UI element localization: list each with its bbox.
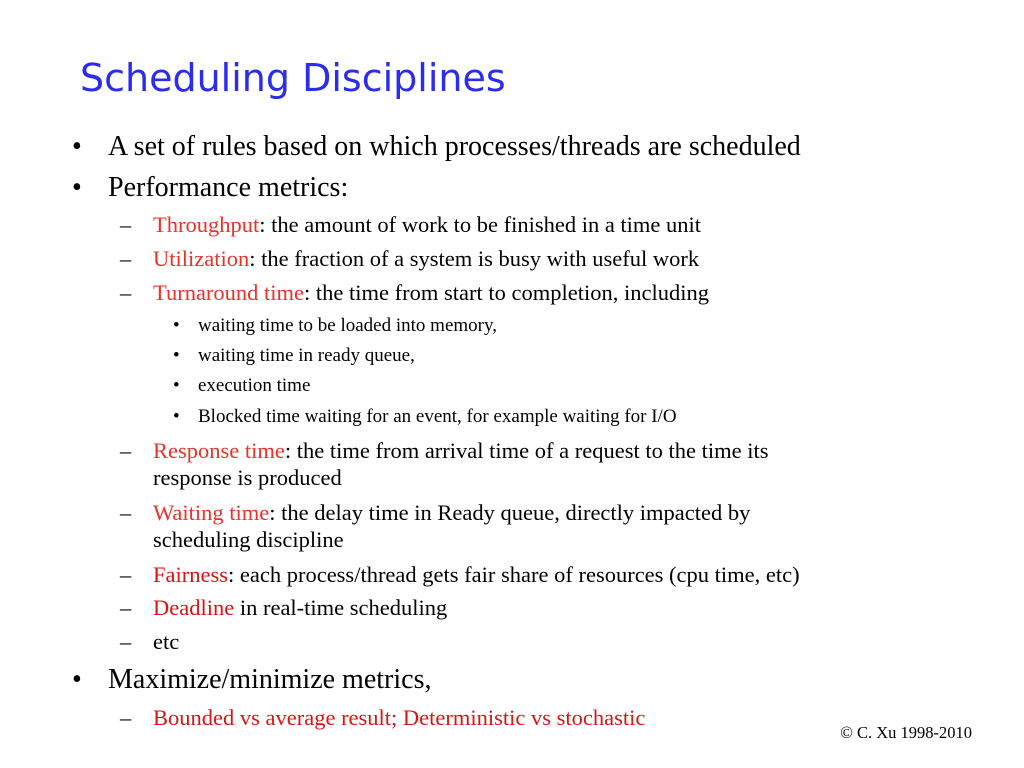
dash-marker: – bbox=[120, 595, 132, 620]
metric-term: Deadline bbox=[153, 595, 235, 620]
turnaround-part-loading bbox=[173, 314, 498, 337]
metric-throughput bbox=[120, 211, 702, 238]
metric-term: Fairness bbox=[153, 562, 228, 587]
bullet-text: execution time bbox=[198, 375, 311, 396]
bullet-marker: • bbox=[72, 131, 82, 162]
bullet-marker: • bbox=[72, 172, 82, 203]
dash-marker: – bbox=[120, 280, 132, 305]
metric-term: Turnaround time bbox=[153, 280, 305, 305]
dash-marker: – bbox=[120, 705, 132, 730]
dash-marker: – bbox=[120, 246, 132, 271]
bullet-performance-metrics bbox=[72, 172, 349, 204]
metric-bounded-vs-average bbox=[120, 704, 646, 731]
metric-waiting-time bbox=[120, 499, 751, 553]
dash-marker: – bbox=[120, 500, 132, 525]
metric-term: Bounded vs average result; Deterministic vs stochastic bbox=[153, 705, 646, 730]
dash-marker: – bbox=[120, 438, 132, 463]
metric-description: : the time from arrival time of a request to the time its bbox=[284, 438, 769, 463]
bullet-marker: • bbox=[173, 345, 180, 366]
bullet-marker: • bbox=[173, 406, 180, 427]
metric-utilization bbox=[120, 245, 700, 272]
bullet-text: Blocked time waiting for an event, for example waiting for I/O bbox=[198, 406, 677, 427]
bullet-rules bbox=[72, 131, 801, 163]
metric-turnaround-time bbox=[120, 279, 709, 306]
bullet-marker: • bbox=[173, 375, 180, 396]
bullet-marker: • bbox=[72, 664, 82, 695]
bullet-text: A set of rules based on which processes/threads are scheduled bbox=[108, 131, 801, 162]
metric-description-continued: response is produced bbox=[153, 465, 342, 490]
metric-term: Waiting time bbox=[153, 500, 270, 525]
bullet-text: Performance metrics: bbox=[108, 172, 349, 203]
bullet-text: waiting time to be loaded into memory, bbox=[198, 315, 498, 336]
bullet-text: waiting time in ready queue, bbox=[198, 345, 415, 366]
metric-description: : the delay time in Ready queue, directly impacted by bbox=[269, 500, 751, 525]
dash-marker: – bbox=[120, 212, 132, 237]
metric-response-time bbox=[120, 437, 769, 491]
metric-term: Utilization bbox=[153, 246, 250, 271]
bullet-marker: • bbox=[173, 315, 180, 336]
turnaround-part-ready-queue bbox=[173, 344, 415, 367]
metric-deadline bbox=[120, 594, 448, 621]
metric-description-continued: scheduling discipline bbox=[153, 527, 344, 552]
metric-term: Throughput bbox=[153, 212, 260, 237]
metric-description: in real-time scheduling bbox=[234, 595, 448, 620]
bullet-text: Maximize/minimize metrics, bbox=[108, 664, 432, 695]
turnaround-part-blocked bbox=[173, 405, 677, 428]
bullet-text: etc bbox=[153, 629, 180, 654]
dash-marker: – bbox=[120, 629, 132, 654]
metric-etc bbox=[120, 628, 180, 655]
metric-description: : the amount of work to be finished in a time unit bbox=[259, 212, 702, 237]
metric-description: : the fraction of a system is busy with useful work bbox=[249, 246, 700, 271]
metric-description: : the time from start to completion, including bbox=[304, 280, 709, 305]
bullet-maximize-minimize bbox=[72, 664, 432, 696]
metric-term: Response time bbox=[153, 438, 285, 463]
metric-fairness bbox=[120, 561, 800, 588]
slide-title: Scheduling Disciplines bbox=[80, 56, 506, 100]
metric-description: : each process/thread gets fair share of resources (cpu time, etc) bbox=[228, 562, 800, 587]
dash-marker: – bbox=[120, 562, 132, 587]
turnaround-part-execution bbox=[173, 374, 311, 397]
copyright-footer: © C. Xu 1998-2010 bbox=[840, 723, 972, 742]
